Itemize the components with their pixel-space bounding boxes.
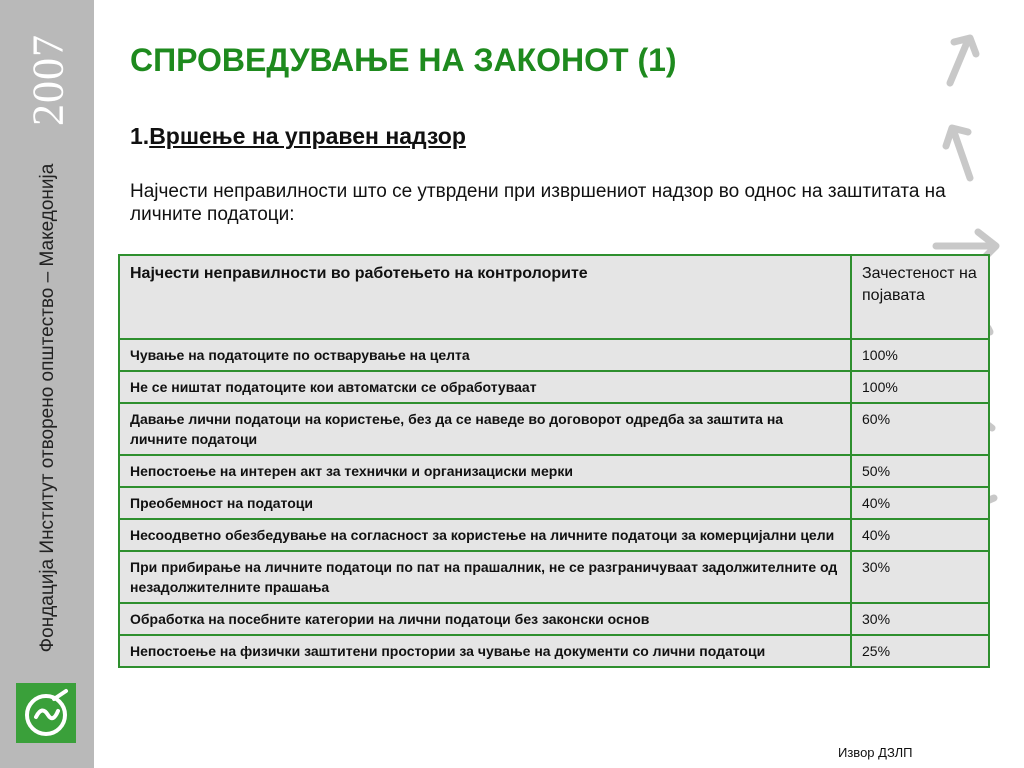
table-row xyxy=(119,371,989,403)
source-note: Извор ДЗЛП xyxy=(838,745,913,760)
sidebar xyxy=(0,0,94,768)
foundation-logo-icon xyxy=(16,683,76,743)
table-row xyxy=(119,487,989,519)
frequency-cell: 60% xyxy=(851,403,989,455)
frequency-cell: 100% xyxy=(851,371,989,403)
table-row xyxy=(119,635,989,667)
issue-cell: Обработка на посебните категории на лични податоци без законски основ xyxy=(119,603,851,635)
issue-cell: Преобемност на податоци xyxy=(119,487,851,519)
irregularities-table xyxy=(118,254,990,668)
header-frequency: Зачестеност на појавата xyxy=(851,255,989,339)
issue-cell: Чување на податоците по остварување на целта xyxy=(119,339,851,371)
issue-cell: Несоодветно обезбедување на согласност за користење на личните податоци за комерцијални цели xyxy=(119,519,851,551)
section-heading-text: Вршење на управен надзор xyxy=(149,123,466,149)
frequency-cell: 40% xyxy=(851,487,989,519)
table-row xyxy=(119,519,989,551)
page-title: СПРОВЕДУВАЊЕ НА ЗАКОНОТ (1) xyxy=(130,42,677,78)
header-irregularities: Најчести неправилности во работењето на контролорите xyxy=(119,255,851,339)
table-row xyxy=(119,551,989,603)
section-number: 1. xyxy=(130,123,150,149)
issue-cell: Не се ништат податоците кои автоматски се обработуваат xyxy=(119,371,851,403)
frequency-cell: 30% xyxy=(851,603,989,635)
table-row xyxy=(119,403,989,455)
year-label: 2007 xyxy=(23,34,73,126)
table-row xyxy=(119,455,989,487)
issue-cell: Давање лични податоци на користење, без да се наведе во договорот одредба за заштита на личните податоци xyxy=(119,403,851,455)
intro-text: Најчести неправилности што се утврдени при извршениот надзор во однос на заштитата на личните податоци: xyxy=(130,181,946,225)
issue-cell: Непостоење на физички заштитени простории за чување на документи со лични податоци xyxy=(119,635,851,667)
table-row xyxy=(119,339,989,371)
issue-cell: Непостоење на интерен акт за технички и организациски мерки xyxy=(119,455,851,487)
table-row xyxy=(119,603,989,635)
frequency-cell: 25% xyxy=(851,635,989,667)
frequency-cell: 40% xyxy=(851,519,989,551)
organization-label: Фондација Институт отворено општество – Македонија xyxy=(37,163,58,653)
frequency-cell: 50% xyxy=(851,455,989,487)
frequency-cell: 30% xyxy=(851,551,989,603)
issue-cell: При прибирање на личните податоци по пат на прашалник, не се разграничуваат задолжителните од незадолжителните прашања xyxy=(119,551,851,603)
frequency-cell: 100% xyxy=(851,339,989,371)
section-heading xyxy=(130,123,466,150)
table-header-row xyxy=(119,255,989,339)
